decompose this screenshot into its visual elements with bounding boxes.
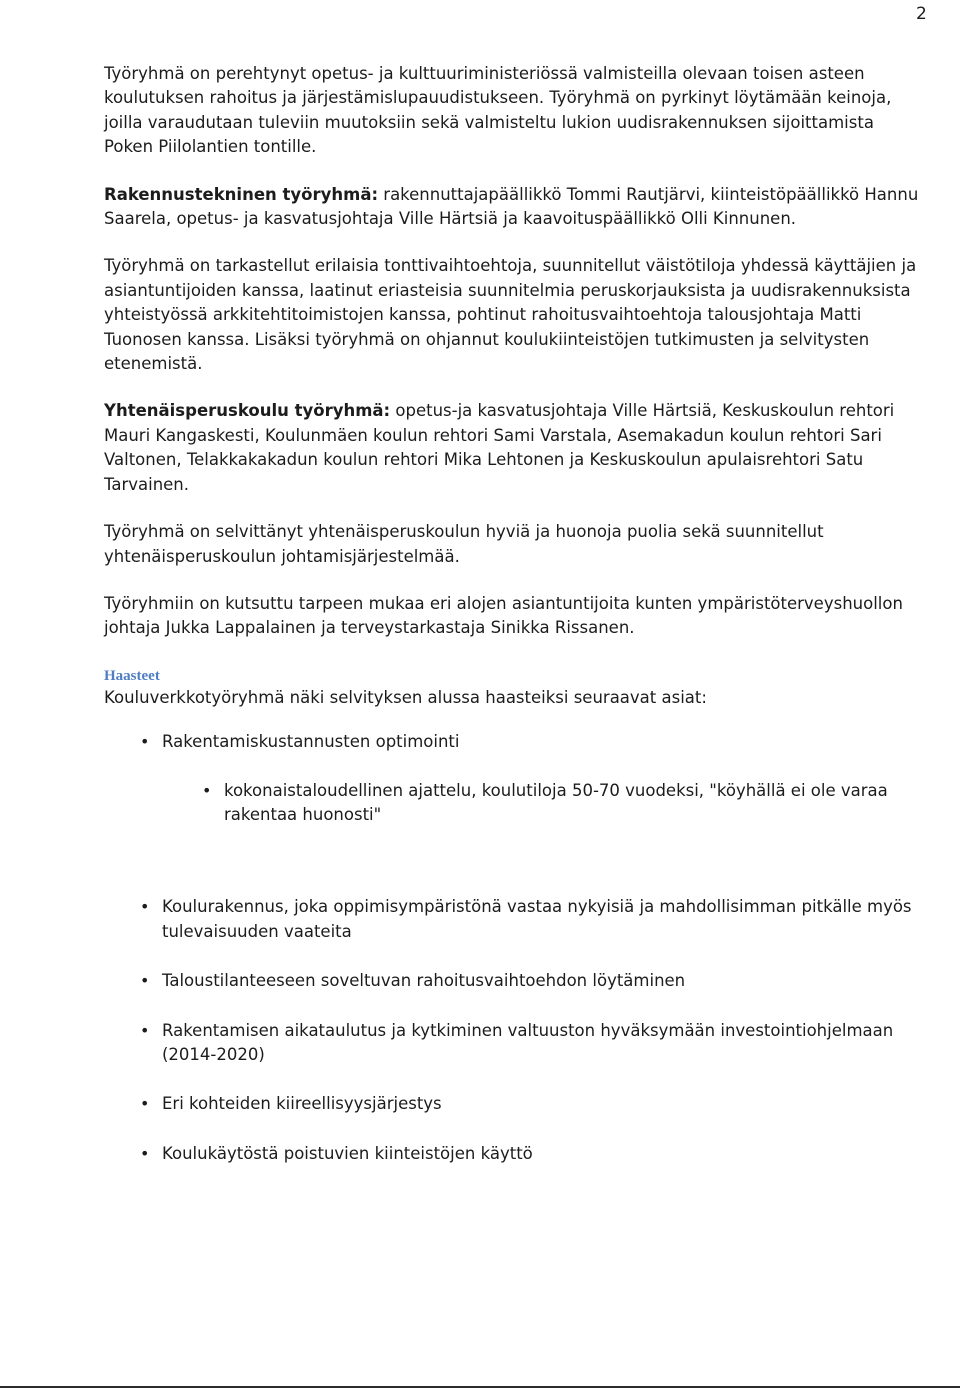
paragraph-construction-work: Työryhmä on tarkastellut erilaisia tonttivaihtoehtoja, suunnitellut väistötiloja yhdessä käyttäjien ja asiantuntijoiden kanssa, laatinut eriasteisia suunnitelmia peruskorjauksista ja uudisrakennuksista yhteistyössä arkkitehtitoimistojen kanssa, pohtinut rahoitusvaihtoehtoja talousjohtaja Matti Tuonosen kanssa. Lisäksi työryhmä on ohjannut koulukiinteistöjen tutkimusten ja selvitysten etenemistä. bbox=[104, 256, 917, 374]
bullet-icon: • bbox=[140, 732, 150, 752]
paragraph-comprehensive-work: Työryhmä on selvittänyt yhtenäisperuskoulun hyviä ja huonoja puolia sekä suunnitellut yhtenäisperuskoulun johtamisjärjestelmää. bbox=[104, 522, 824, 566]
spacer bbox=[104, 641, 928, 666]
spacer bbox=[104, 569, 928, 592]
construction-group-members: rakennuttajapäällikkö Tommi Rautjärvi, kiinteistöpäällikkö Hannu Saarela, opetus- ja kasvatusjohtaja Ville Härtsiä ja kaavoituspäällikkö Olli Kinnunen. bbox=[104, 184, 919, 229]
paragraph-ministry-reform: Työryhmä on perehtynyt opetus- ja kulttuuriministeriössä valmisteilla olevaan toisen asteen koulutuksen rahoitus ja järjestämislupauudistukseen. Työryhmä on pyrkinyt löytämään keinoja, joilla varaudutaan tuleviin muutoksiin sekä valmisteltu lukion uudisrakennuksen sijoittamista Poken Piilolantien tontille. bbox=[104, 64, 892, 157]
list-item: • Koulurakennus, joka oppimisympäristönä vastaa nykyisiä ja mahdollisimman pitkälle myös tulevaisuuden vaateita bbox=[140, 897, 912, 941]
paragraph-comprehensive-school-group bbox=[104, 399, 928, 497]
bottom-rule bbox=[0, 1386, 960, 1388]
paragraph-construction-group bbox=[104, 183, 928, 232]
bullet-icon: • bbox=[140, 897, 150, 917]
list-item: • Koulukäytöstä poistuvien kiinteistöjen käyttö bbox=[162, 1142, 922, 1166]
bullet-icon: • bbox=[140, 1020, 150, 1040]
bullet-icon: • bbox=[202, 780, 212, 800]
bullet-icon: • bbox=[140, 1143, 150, 1163]
challenges-list bbox=[104, 730, 928, 1166]
section-heading-challenges: Haasteet bbox=[104, 667, 160, 684]
spacer bbox=[104, 376, 928, 399]
list-item: • Taloustilanteeseen soveltuvan rahoitusvaihtoehdon löytäminen bbox=[162, 969, 922, 993]
challenges-intro: Kouluverkkotyöryhmä näki selvityksen alussa haasteiksi seuraavat asiat: bbox=[104, 687, 707, 707]
construction-group-label: Rakennustekninen työryhmä: bbox=[104, 184, 379, 204]
bullet-icon: • bbox=[140, 971, 150, 991]
page-number: 2 bbox=[916, 4, 927, 24]
bullet-icon: • bbox=[140, 1094, 150, 1114]
spacer bbox=[104, 497, 928, 520]
list-item: • Rakentamisen aikataulutus ja kytkiminen valtuuston hyväksymään investointiohjelmaan (2014-2020) bbox=[140, 1020, 894, 1064]
comprehensive-group-label: Yhtenäisperuskoulu työryhmä: bbox=[104, 401, 391, 421]
spacer bbox=[104, 160, 928, 183]
list-item: • Eri kohteiden kiireellisyysjärjestys bbox=[162, 1092, 922, 1116]
document-body bbox=[104, 62, 928, 1166]
list-item-nested: • kokonaistaloudellinen ajattelu, koulutiloja 50-70 vuodeksi, "köyhällä ei ole varaa rakentaa huonosti" bbox=[202, 780, 888, 824]
comprehensive-group-members: opetus-ja kasvatusjohtaja Ville Härtsiä, Keskuskoulun rehtori Mauri Kangaskesti, Koulunmäen koulun rehtori Sami Varstala, Asemakadun koulun rehtori Sari Valtonen, Telakkakakadun koulun rehtori Mika Lehtonen ja Keskuskoulun apulaisrehtori Satu Tarvainen. bbox=[104, 401, 895, 494]
list-item: • Rakentamiskustannusten optimointi bbox=[162, 730, 922, 754]
spacer bbox=[104, 231, 928, 254]
paragraph-experts: Työryhmiin on kutsuttu tarpeen mukaa eri alojen asiantuntijoita kunten ympäristöterveyshuollon johtaja Jukka Lappalainen ja terveystarkastaja Sinikka Rissanen. bbox=[104, 593, 903, 638]
